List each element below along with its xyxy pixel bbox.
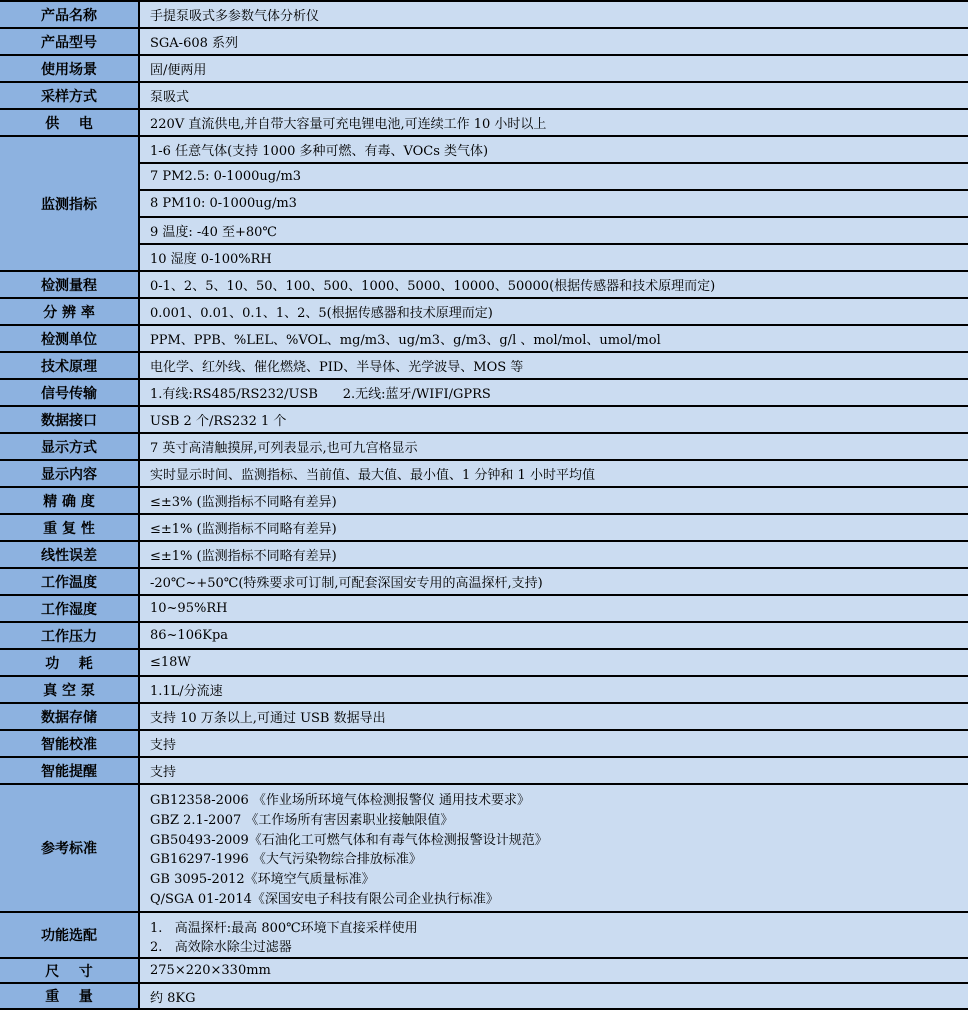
row-model [0, 29, 968, 56]
spec-label: 显示内容 [0, 461, 140, 486]
spec-label: 供 电 [0, 110, 140, 135]
row-reference-standards [0, 785, 968, 913]
spec-value: 220V 直流供电,并自带大容量可充电锂电池,可连续工作 10 小时以上 [140, 110, 968, 135]
row-dimensions [0, 959, 968, 984]
spec-value: USB 2 个/RS232 1 个 [140, 407, 968, 432]
spec-value: 支持 10 万条以上,可通过 USB 数据导出 [140, 704, 968, 729]
spec-label: 数据存储 [0, 704, 140, 729]
monitoring-indicator-item: 8 PM10: 0-1000ug/m3 [140, 191, 968, 218]
spec-label: 工作湿度 [0, 596, 140, 621]
spec-label: 尺 寸 [0, 959, 140, 982]
row-technical-principle [0, 353, 968, 380]
row-detection-unit [0, 326, 968, 353]
spec-value: ≤±3% (监测指标不同略有差异) [140, 488, 968, 513]
spec-label: 信号传输 [0, 380, 140, 405]
spec-value: 0-1、2、5、10、50、100、500、1000、5000、10000、50000(根据传感器和技术原理而定) [140, 272, 968, 297]
spec-label: 检测量程 [0, 272, 140, 297]
spec-label: 智能校准 [0, 731, 140, 756]
row-data-interface [0, 407, 968, 434]
spec-label: 数据接口 [0, 407, 140, 432]
spec-value: 电化学、红外线、催化燃烧、PID、半导体、光学波导、MOS 等 [140, 353, 968, 378]
row-display-mode [0, 434, 968, 461]
row-display-content [0, 461, 968, 488]
spec-label: 使用场景 [0, 56, 140, 81]
row-monitoring-indicators [0, 137, 968, 272]
row-vacuum-pump [0, 677, 968, 704]
spec-label: 工作温度 [0, 569, 140, 594]
spec-label: 分 辨 率 [0, 299, 140, 324]
spec-value: 1.有线:RS485/RS232/USB 2.无线:蓝牙/WIFI/GPRS [140, 380, 968, 405]
reference-standard-item: GBZ 2.1-2007 《工作场所有害因素职业接触限值》 [150, 812, 454, 828]
row-smart-calibration [0, 731, 968, 758]
spec-label: 功能选配 [0, 913, 140, 957]
spec-value: SGA-608 系列 [140, 29, 968, 54]
spec-value: 0.001、0.01、0.1、1、2、5(根据传感器和技术原理而定) [140, 299, 968, 324]
spec-value: 7 英寸高清触摸屏,可列表显示,也可九宫格显示 [140, 434, 968, 459]
reference-standard-item: GB50493-2009《石油化工可燃气体和有毒气体检测报警设计规范》 [150, 832, 548, 848]
spec-label: 重 量 [0, 984, 140, 1008]
spec-value: ≤±1% (监测指标不同略有差异) [140, 542, 968, 567]
row-working-pressure [0, 623, 968, 650]
spec-label: 智能提醒 [0, 758, 140, 783]
row-product-name [0, 2, 968, 29]
spec-value: ≤±1% (监测指标不同略有差异) [140, 515, 968, 540]
spec-value: 275×220×330mm [140, 959, 968, 982]
spec-value: 约 8KG [140, 984, 968, 1008]
spec-label: 重 复 性 [0, 515, 140, 540]
reference-standard-list [140, 785, 968, 911]
spec-value: ≤18W [140, 650, 968, 675]
row-linearity-error [0, 542, 968, 569]
row-detection-range [0, 272, 968, 299]
spec-label: 技术原理 [0, 353, 140, 378]
spec-label: 功 耗 [0, 650, 140, 675]
row-working-temperature [0, 569, 968, 596]
reference-standard-item: GB 3095-2012《环境空气质量标准》 [150, 871, 375, 887]
spec-label: 采样方式 [0, 83, 140, 108]
optional-feature-item: 1. 高温探杆:最高 800℃环境下直接采样使用 [150, 921, 418, 936]
reference-standard-item: GB16297-1996 《大气污染物综合排放标准》 [150, 852, 422, 868]
spec-value: 支持 [140, 758, 968, 783]
spec-value: 86~106Kpa [140, 623, 968, 648]
spec-label: 线性误差 [0, 542, 140, 567]
spec-value: -20℃~+50℃(特殊要求可订制,可配套深国安专用的高温探杆,支持) [140, 569, 968, 594]
spec-value: 实时显示时间、监测指标、当前值、最大值、最小值、1 分钟和 1 小时平均值 [140, 461, 968, 486]
row-smart-reminder [0, 758, 968, 785]
monitoring-indicator-item: 7 PM2.5: 0-1000ug/m3 [140, 164, 968, 191]
optional-feature-list [140, 913, 968, 957]
spec-label: 真 空 泵 [0, 677, 140, 702]
spec-value: 泵吸式 [140, 83, 968, 108]
spec-label: 产品名称 [0, 2, 140, 27]
monitoring-indicator-item: 10 湿度 0-100%RH [140, 245, 968, 270]
row-optional-features [0, 913, 968, 959]
spec-value: 支持 [140, 731, 968, 756]
row-weight [0, 984, 968, 1010]
row-data-storage [0, 704, 968, 731]
row-sampling-method [0, 83, 968, 110]
spec-label: 监测指标 [0, 137, 140, 270]
spec-value: 10~95%RH [140, 596, 968, 621]
row-accuracy [0, 488, 968, 515]
spec-label: 显示方式 [0, 434, 140, 459]
spec-label: 检测单位 [0, 326, 140, 351]
spec-label: 参考标准 [0, 785, 140, 911]
optional-feature-item: 2. 高效除水除尘过滤器 [150, 940, 292, 955]
row-working-humidity [0, 596, 968, 623]
spec-value: 固/便两用 [140, 56, 968, 81]
monitoring-indicator-item: 1-6 任意气体(支持 1000 多种可燃、有毒、VOCs 类气体) [140, 137, 968, 164]
row-power-consumption [0, 650, 968, 677]
row-usage-scenario [0, 56, 968, 83]
spec-value: 手提泵吸式多参数气体分析仪 [140, 2, 968, 27]
spec-label: 工作压力 [0, 623, 140, 648]
reference-standard-item: Q/SGA 01-2014《深国安电子科技有限公司企业执行标准》 [150, 891, 499, 907]
row-repeatability [0, 515, 968, 542]
monitoring-indicator-list [140, 137, 968, 270]
monitoring-indicator-item: 9 温度: -40 至+80℃ [140, 218, 968, 245]
row-resolution [0, 299, 968, 326]
spec-label: 精 确 度 [0, 488, 140, 513]
row-signal-transmission [0, 380, 968, 407]
reference-standard-item: GB12358-2006 《作业场所环境气体检测报警仪 通用技术要求》 [150, 793, 531, 809]
row-power-supply [0, 110, 968, 137]
spec-label: 产品型号 [0, 29, 140, 54]
spec-value: 1.1L/分流速 [140, 677, 968, 702]
spec-value: PPM、PPB、%LEL、%VOL、mg/m3、ug/m3、g/m3、g/l 、mol/mol、umol/mol [140, 326, 968, 351]
